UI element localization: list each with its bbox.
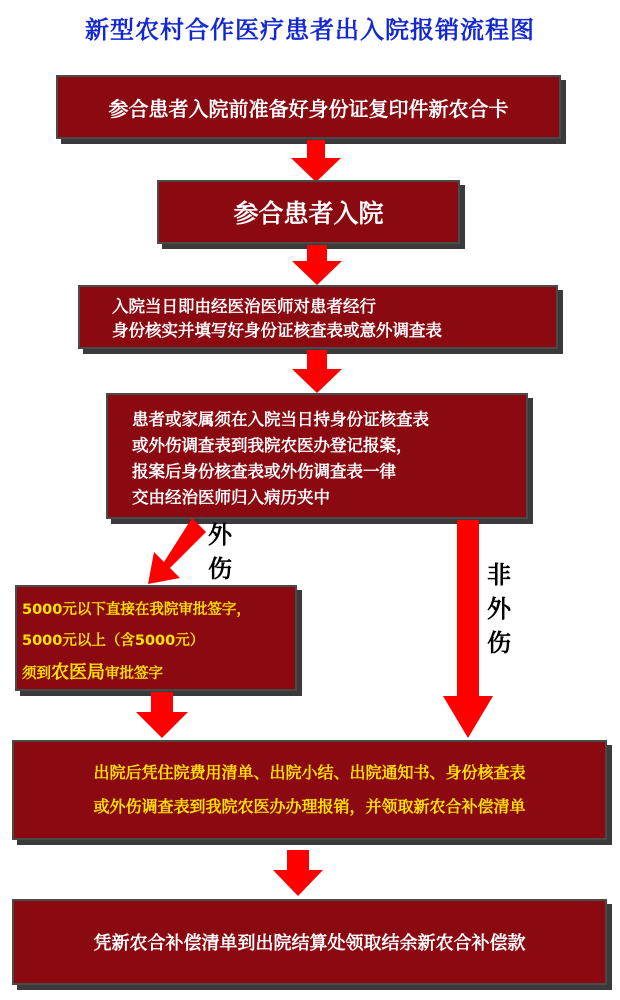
step-1-text: 参合患者入院前准备好身份证复印件新农合卡: [108, 96, 509, 121]
branch-label-trauma-char-2: 伤: [208, 554, 232, 583]
branch-label-non-trauma-char-2: 外: [487, 594, 511, 623]
branch-label-trauma-char-1: 外: [208, 520, 232, 549]
page-title: 新型农村合作医疗患者出入院报销流程图: [85, 16, 535, 44]
step-4-line-1: 患者或家属须在入院当日持身份证核查表: [132, 410, 429, 429]
step-5-line-3-emphasis: 农医局: [51, 662, 105, 683]
branch-label-non-trauma-char-1: 非: [487, 560, 511, 589]
step-5-line-3: [22, 657, 295, 690]
arrow-down-6-icon: [273, 850, 323, 896]
step-5-line-3-suffix: 审批签字: [105, 666, 163, 682]
arrow-down-3-icon: [292, 350, 342, 393]
step-1-box: [56, 75, 561, 139]
step-6-line-2: 或外伤调查表到我院农医办办理报销，并领取新农合补偿清单: [93, 797, 526, 816]
step-4-line-2: 或外伤调查表到我院农医办登记报案，: [132, 436, 413, 455]
step-6-line-1: 出院后凭住院费用清单、出院小结、出院通知书、身份核查表: [93, 763, 526, 782]
step-5-line-3-prefix: 须到: [22, 666, 51, 682]
step-5-line-2: 5000元以上（含5000元）: [22, 633, 205, 649]
branch-label-non-trauma-char-3: 伤: [487, 628, 511, 657]
step-4-line-4: 交由经治医师归入病历夹中: [132, 488, 330, 507]
step-5-box: [15, 585, 297, 691]
step-2-box: [157, 180, 460, 244]
branch-label-non-trauma: [487, 558, 519, 660]
arrow-down-5-icon: [136, 692, 188, 738]
step-3-line-2: 身份核实并填写好身份证核查表或意外调查表: [112, 321, 442, 340]
step-7-box: [12, 899, 607, 985]
arrow-down-2-icon: [292, 245, 342, 285]
branch-label-trauma: [208, 518, 240, 586]
step-4-line-3: 报案后身份核查表或外伤调查表一律: [132, 462, 396, 481]
step-3-line-1: 入院当日即由经医治医师对患者经行: [112, 297, 376, 316]
step-7-text: 凭新农合补偿清单到出院结算处领取结余新农合补偿款: [93, 933, 526, 954]
arrow-diagonal-icon: [140, 518, 210, 588]
step-5-line-1: 5000元以下直接在我院审批签字，: [22, 602, 251, 618]
arrow-long-down-icon: [443, 520, 493, 738]
arrow-down-1-icon: [291, 140, 341, 182]
step-4-box: [106, 393, 528, 519]
step-2-text: 参合患者入院: [233, 199, 384, 228]
step-6-box: [12, 740, 607, 840]
step-3-box: [78, 285, 558, 349]
